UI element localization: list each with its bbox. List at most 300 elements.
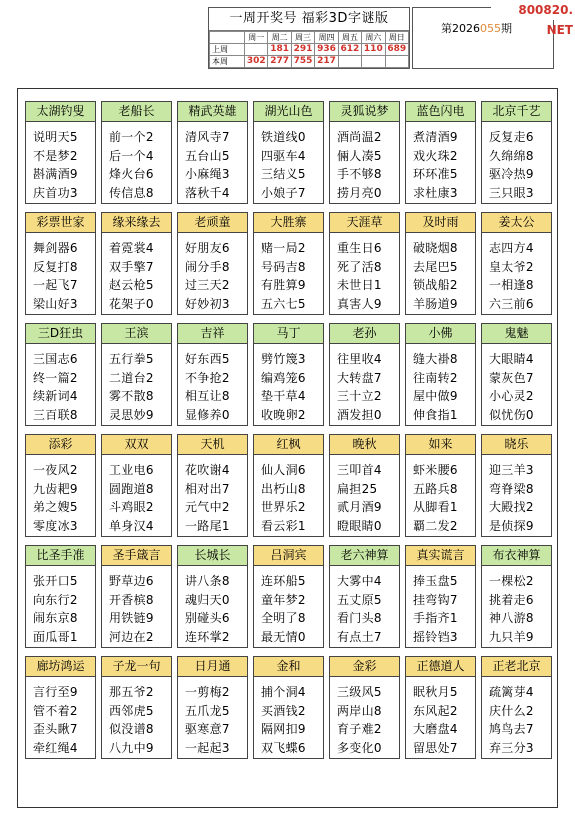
riddle-lines — [330, 122, 399, 202]
riddle-line: 六三前6 — [489, 296, 534, 311]
riddle-lines — [26, 677, 95, 757]
riddle-card — [101, 545, 172, 648]
riddle-card-title: 老孙 — [330, 324, 399, 344]
riddle-card-title: 布衣神算 — [482, 546, 551, 566]
riddle-lines — [102, 344, 171, 424]
riddle-line: 三百联8 — [33, 407, 78, 422]
riddle-line: 九只羊9 — [489, 629, 534, 644]
riddle-line: 垫干草4 — [261, 389, 306, 403]
riddle-lines — [102, 455, 171, 535]
riddle-line: 说明天5 — [33, 130, 78, 144]
riddle-line: 最无情0 — [261, 629, 306, 644]
riddle-line: 有点土7 — [337, 629, 382, 644]
riddle-line: 连环掌2 — [185, 629, 230, 644]
period-number: 055 — [480, 22, 501, 35]
riddle-line: 真害人9 — [337, 296, 382, 311]
riddle-line: 三只眼3 — [489, 185, 534, 200]
riddle-line: 前一个2 — [109, 130, 154, 144]
riddle-line: 三叩首4 — [337, 463, 382, 477]
riddle-card-title: 圣手箴言 — [102, 546, 171, 566]
riddle-line: 一起起3 — [185, 740, 230, 755]
riddle-card-title: 双双 — [102, 435, 171, 455]
riddle-line: 显修养0 — [185, 407, 230, 422]
riddle-line: 是侦探9 — [489, 518, 534, 533]
riddle-line: 重生日6 — [337, 241, 382, 255]
riddle-lines — [178, 566, 247, 646]
riddle-line: 用铁链9 — [109, 611, 154, 625]
riddle-lines — [406, 344, 475, 424]
draw-number: 302 — [245, 56, 268, 68]
riddle-line: 从脚看1 — [413, 500, 458, 514]
riddle-line: 工业电6 — [109, 463, 154, 477]
riddle-line: 一剪梅2 — [185, 685, 230, 699]
riddle-line: 相对出7 — [185, 481, 230, 496]
riddle-line: 双手擎7 — [109, 259, 154, 274]
riddle-line: 世界乐2 — [261, 500, 306, 514]
riddle-card — [253, 434, 324, 537]
riddle-line: 双飞蝶6 — [261, 740, 306, 755]
riddle-card — [25, 212, 96, 315]
riddle-lines — [330, 677, 399, 757]
riddle-card — [177, 434, 248, 537]
riddle-card-title: 比圣手准 — [26, 546, 95, 566]
riddle-line: 好朋友6 — [185, 241, 230, 255]
riddle-card — [25, 101, 96, 204]
riddle-line: 往南转2 — [413, 370, 458, 385]
riddle-lines — [330, 344, 399, 424]
riddle-line: 皇太爷2 — [489, 259, 534, 274]
riddle-line: 看云彩1 — [261, 518, 306, 533]
draw-number: 755 — [291, 56, 314, 68]
riddle-line: 着霓裳4 — [109, 241, 154, 255]
this-week-row — [210, 56, 409, 68]
riddle-line: 不是梦2 — [33, 148, 78, 163]
riddle-line: 五路兵8 — [413, 481, 458, 496]
riddle-line: 号码吉8 — [261, 259, 306, 274]
riddle-line: 伸食指1 — [413, 407, 458, 422]
riddle-lines — [482, 455, 551, 535]
riddle-line: 赵云枪5 — [109, 278, 154, 292]
riddle-card-title: 老六神算 — [330, 546, 399, 566]
riddle-card — [25, 434, 96, 537]
riddle-line: 言行至9 — [33, 685, 78, 699]
day-header: 周日 — [385, 32, 408, 44]
riddle-card — [481, 434, 552, 537]
riddle-card — [101, 212, 172, 315]
riddle-line: 续新词4 — [33, 389, 78, 403]
riddle-lines — [178, 344, 247, 424]
riddle-card — [405, 656, 476, 759]
riddle-line: 那五爷2 — [109, 685, 154, 699]
riddle-lines — [26, 233, 95, 313]
riddle-line: 酒尚温2 — [337, 130, 382, 144]
riddle-line: 好东西5 — [185, 352, 230, 366]
riddle-line: 环环准5 — [413, 167, 458, 181]
riddle-line: 单身汉4 — [109, 518, 154, 533]
day-header: 周一 — [245, 32, 268, 44]
riddle-line: 迎三羊3 — [489, 463, 534, 477]
riddle-line: 庆什么2 — [489, 703, 534, 718]
weekly-results-table — [209, 31, 409, 68]
riddle-line: 开香槟8 — [109, 592, 154, 607]
riddle-card-title: 马丁 — [254, 324, 323, 344]
riddle-lines — [482, 677, 551, 757]
riddle-line: 大殿找2 — [489, 500, 534, 514]
riddle-line: 讲八条8 — [185, 574, 230, 588]
riddle-card — [329, 212, 400, 315]
riddle-card-title: 姜太公 — [482, 213, 551, 233]
riddle-card-title: 廊坊鸿运 — [26, 657, 95, 677]
riddle-line: 雾不散8 — [109, 389, 154, 403]
riddle-lines — [254, 566, 323, 646]
row-label: 上周 — [210, 44, 245, 56]
riddle-line: 求杜康3 — [413, 185, 458, 200]
riddle-card — [253, 545, 324, 648]
riddle-lines — [406, 566, 475, 646]
riddle-line: 捕个洞4 — [261, 685, 306, 699]
day-header-row — [210, 32, 409, 44]
riddle-card — [481, 212, 552, 315]
riddle-card-title: 大胜寨 — [254, 213, 323, 233]
riddle-card-title: 正德道人 — [406, 657, 475, 677]
riddle-card — [405, 323, 476, 426]
riddle-line: 出朽山8 — [261, 481, 306, 496]
riddle-line: 死了活8 — [337, 259, 382, 274]
riddle-card-grid — [25, 101, 552, 759]
riddle-line: 育子难2 — [337, 722, 382, 736]
riddle-card-title: 真实谎言 — [406, 546, 475, 566]
last-week-row — [210, 44, 409, 56]
riddle-line: 一棵松2 — [489, 574, 534, 588]
riddle-lines — [406, 455, 475, 535]
riddle-line: 买酒钱2 — [261, 703, 306, 718]
riddle-card — [177, 101, 248, 204]
riddle-line: 野草边6 — [109, 574, 154, 588]
draw-number — [362, 56, 385, 68]
riddle-line: 戏火珠2 — [413, 148, 458, 163]
riddle-card-title: 彩票世家 — [26, 213, 95, 233]
riddle-line: 羊肠道9 — [413, 296, 458, 311]
riddle-line: 铁道线0 — [261, 130, 306, 144]
riddle-line: 圆跑道8 — [109, 481, 154, 496]
riddle-lines — [26, 566, 95, 646]
riddle-lines — [26, 122, 95, 202]
riddle-line: 四驱车4 — [261, 148, 306, 163]
riddle-card — [177, 323, 248, 426]
riddle-card-title: 子龙一句 — [102, 657, 171, 677]
riddle-card — [329, 434, 400, 537]
riddle-line: 别碰头6 — [185, 611, 230, 625]
riddle-card-title: 鬼魅 — [482, 324, 551, 344]
weekly-results-panel — [208, 7, 410, 69]
riddle-line: 看门头8 — [337, 611, 382, 625]
draw-number — [385, 56, 408, 68]
riddle-line: 花吹谢4 — [185, 463, 230, 477]
riddle-card — [329, 101, 400, 204]
riddle-lines — [254, 455, 323, 535]
day-header: 周五 — [338, 32, 361, 44]
riddle-line: 编鸡笼6 — [261, 370, 306, 385]
riddle-line: 斗鸡眼2 — [109, 500, 154, 514]
riddle-line: 灵思妙9 — [109, 407, 154, 422]
row-label: 本周 — [210, 56, 245, 68]
riddle-lines — [330, 455, 399, 535]
riddle-lines — [482, 344, 551, 424]
riddle-card-title: 吕洞宾 — [254, 546, 323, 566]
riddle-line: 缝大褂8 — [413, 352, 458, 366]
day-header: 周二 — [268, 32, 291, 44]
riddle-card — [101, 323, 172, 426]
riddle-line: 弟之嫂5 — [33, 500, 78, 514]
riddle-lines — [178, 233, 247, 313]
riddle-card — [329, 545, 400, 648]
riddle-line: 西邻虎5 — [109, 703, 154, 718]
riddle-card — [177, 656, 248, 759]
riddle-card-title: 老船长 — [102, 102, 171, 122]
riddle-card — [177, 212, 248, 315]
riddle-line: 一相逢8 — [489, 278, 534, 292]
riddle-lines — [26, 455, 95, 535]
riddle-card-title: 及时雨 — [406, 213, 475, 233]
riddle-lines — [102, 566, 171, 646]
riddle-line: 相互让8 — [185, 389, 230, 403]
riddle-card — [405, 545, 476, 648]
riddle-line: 似没谱8 — [109, 722, 154, 736]
riddle-card — [405, 434, 476, 537]
riddle-line: 连环船5 — [261, 574, 306, 588]
riddle-card-title: 晓乐 — [482, 435, 551, 455]
riddle-board — [17, 88, 558, 808]
draw-number: 277 — [268, 56, 291, 68]
riddle-card-title: 缘来缘去 — [102, 213, 171, 233]
riddle-line: 手不够8 — [337, 167, 382, 181]
riddle-card-title: 正老北京 — [482, 657, 551, 677]
riddle-line: 五台山5 — [185, 148, 230, 163]
riddle-card-title: 蓝色闪电 — [406, 102, 475, 122]
riddle-line: 清风寺7 — [185, 130, 230, 144]
riddle-card — [481, 656, 552, 759]
period-suffix: 期 — [501, 22, 512, 35]
riddle-line: 多变化0 — [337, 740, 382, 755]
riddle-line: 两岸山8 — [337, 703, 382, 718]
riddle-line: 后一个4 — [109, 148, 154, 163]
riddle-card-title: 添彩 — [26, 435, 95, 455]
riddle-line: 九齿耙9 — [33, 481, 78, 496]
riddle-line: 瞪眼睛0 — [337, 518, 382, 533]
riddle-line: 河边在2 — [109, 629, 154, 644]
riddle-line: 庆首功3 — [33, 185, 78, 200]
riddle-card — [25, 545, 96, 648]
riddle-card — [329, 656, 400, 759]
riddle-line: 童年梦2 — [261, 592, 306, 607]
riddle-lines — [330, 233, 399, 313]
riddle-line: 挑着走6 — [489, 592, 534, 607]
riddle-line: 面瓜哥1 — [33, 629, 78, 644]
draw-number — [245, 44, 268, 56]
riddle-lines — [102, 122, 171, 202]
riddle-line: 仙人洞6 — [261, 463, 306, 477]
riddle-line: 神八游8 — [489, 611, 534, 625]
riddle-line: 志四方4 — [489, 241, 534, 255]
riddle-line: 捧玉盘5 — [413, 574, 458, 588]
riddle-line: 小娘子7 — [261, 185, 306, 200]
riddle-line: 往里收4 — [337, 352, 382, 366]
riddle-card — [253, 212, 324, 315]
riddle-card-title: 小佛 — [406, 324, 475, 344]
riddle-card-title: 湖光山色 — [254, 102, 323, 122]
riddle-lines — [254, 677, 323, 757]
riddle-line: 五爪龙5 — [185, 703, 230, 718]
riddle-line: 反复打8 — [33, 259, 78, 274]
riddle-line: 大眼睛4 — [489, 352, 534, 366]
riddle-line: 零度冰3 — [33, 518, 78, 533]
riddle-card-title: 灵狐说梦 — [330, 102, 399, 122]
day-header: 周四 — [315, 32, 338, 44]
riddle-lines — [482, 566, 551, 646]
riddle-line: 大转盘7 — [337, 370, 382, 385]
riddle-line: 张开口5 — [33, 574, 78, 588]
riddle-line: 弯脊梁8 — [489, 481, 534, 496]
riddle-line: 虾米腰6 — [413, 463, 458, 477]
riddle-line: 斟满酒9 — [33, 167, 78, 181]
riddle-card-title: 精武英雄 — [178, 102, 247, 122]
riddle-card — [25, 656, 96, 759]
riddle-line: 三级风5 — [337, 685, 382, 699]
riddle-line: 小麻绳3 — [185, 167, 230, 181]
riddle-card — [253, 656, 324, 759]
site-watermark: 800820. NET — [491, 0, 575, 20]
draw-number — [338, 56, 361, 68]
riddle-line: 贰月酒9 — [337, 500, 382, 514]
draw-number: 291 — [291, 44, 314, 56]
corner-cell — [210, 32, 245, 44]
riddle-card-title: 如来 — [406, 435, 475, 455]
riddle-card — [101, 656, 172, 759]
riddle-card-title: 天机 — [178, 435, 247, 455]
riddle-line: 眠秋月5 — [413, 685, 458, 699]
riddle-line: 元气中2 — [185, 500, 230, 514]
day-header: 周三 — [291, 32, 314, 44]
riddle-lines — [26, 344, 95, 424]
riddle-card — [481, 323, 552, 426]
riddle-line: 劈竹篾3 — [261, 352, 306, 366]
riddle-card-title: 北京千艺 — [482, 102, 551, 122]
riddle-card-title: 红枫 — [254, 435, 323, 455]
riddle-card-title: 太湖钓叟 — [26, 102, 95, 122]
riddle-lines — [178, 677, 247, 757]
riddle-card — [481, 545, 552, 648]
riddle-lines — [102, 677, 171, 757]
riddle-line: 隔网扣9 — [261, 722, 306, 736]
draw-number: 110 — [362, 44, 385, 56]
riddle-line: 蒙灰色7 — [489, 370, 534, 385]
riddle-line: 好妙初3 — [185, 296, 230, 311]
draw-number: 689 — [385, 44, 408, 56]
riddle-lines — [254, 344, 323, 424]
draw-number: 217 — [315, 56, 338, 68]
period-prefix: 第2026 — [441, 22, 480, 35]
riddle-card — [25, 323, 96, 426]
riddle-line: 闹东京8 — [33, 611, 78, 625]
riddle-line: 煮清酒9 — [413, 130, 458, 144]
riddle-line: 留思处7 — [413, 740, 458, 755]
riddle-lines — [330, 566, 399, 646]
riddle-line: 覇二发2 — [413, 518, 458, 533]
riddle-lines — [482, 122, 551, 202]
riddle-line: 未世日1 — [337, 278, 382, 292]
riddle-line: 摇铃铛3 — [413, 629, 458, 644]
riddle-line: 八九中9 — [109, 740, 154, 755]
riddle-lines — [254, 122, 323, 202]
riddle-line: 驱冷热9 — [489, 167, 534, 181]
riddle-line: 过三天2 — [185, 278, 230, 292]
riddle-line: 五丈原5 — [337, 592, 382, 607]
riddle-lines — [102, 233, 171, 313]
riddle-line: 二道台2 — [109, 370, 154, 385]
riddle-line: 收晚卵2 — [261, 407, 306, 422]
riddle-line: 疏篱芽4 — [489, 685, 534, 699]
riddle-line: 管不着2 — [33, 703, 78, 718]
riddle-line: 歪头瞅7 — [33, 722, 78, 736]
riddle-line: 捞月亮0 — [337, 185, 382, 200]
riddle-lines — [406, 122, 475, 202]
riddle-line: 闹分手8 — [185, 259, 230, 274]
riddle-card — [253, 101, 324, 204]
riddle-line: 一起飞7 — [33, 278, 78, 292]
riddle-line: 锁战船2 — [413, 278, 458, 292]
riddle-lines — [178, 455, 247, 535]
riddle-card — [329, 323, 400, 426]
riddle-line: 去尾巴5 — [413, 259, 458, 274]
riddle-line: 驱寒意7 — [185, 722, 230, 736]
riddle-card — [101, 101, 172, 204]
riddle-line: 魂归天0 — [185, 592, 230, 607]
riddle-card-title: 吉祥 — [178, 324, 247, 344]
riddle-line: 终一篇2 — [33, 370, 78, 385]
riddle-card-title: 天涯草 — [330, 213, 399, 233]
riddle-line: 手指齐1 — [413, 611, 458, 625]
riddle-card-title: 晚秋 — [330, 435, 399, 455]
riddle-line: 三结义5 — [261, 167, 306, 181]
riddle-card-title: 三D狂虫 — [26, 324, 95, 344]
riddle-line: 反复走6 — [489, 130, 534, 144]
riddle-card-title: 长城长 — [178, 546, 247, 566]
riddle-line: 烽火台6 — [109, 167, 154, 181]
riddle-lines — [406, 677, 475, 757]
riddle-line: 传信息8 — [109, 185, 154, 200]
draw-number: 936 — [315, 44, 338, 56]
riddle-line: 牵红绳4 — [33, 740, 78, 755]
riddle-line: 破晓烟8 — [413, 241, 458, 255]
riddle-line: 挂弯钩7 — [413, 592, 458, 607]
riddle-line: 弃三分3 — [489, 740, 534, 755]
riddle-line: 五行拳5 — [109, 352, 154, 366]
riddle-line: 全明了8 — [261, 611, 306, 625]
riddle-lines — [254, 233, 323, 313]
riddle-card-title: 王滨 — [102, 324, 171, 344]
riddle-line: 向东行2 — [33, 592, 78, 607]
riddle-card — [253, 323, 324, 426]
riddle-line: 屋中做9 — [413, 389, 458, 403]
draw-number: 612 — [338, 44, 361, 56]
riddle-line: 舞剑器6 — [33, 241, 78, 255]
header-title: 一周开奖号 福彩3D字谜版 — [209, 8, 409, 31]
riddle-card-title: 金和 — [254, 657, 323, 677]
riddle-line: 鸠鸟去7 — [489, 722, 534, 736]
day-header: 周六 — [362, 32, 385, 44]
riddle-line: 扁担25 — [337, 481, 378, 496]
riddle-line: 落秋千4 — [185, 185, 230, 200]
